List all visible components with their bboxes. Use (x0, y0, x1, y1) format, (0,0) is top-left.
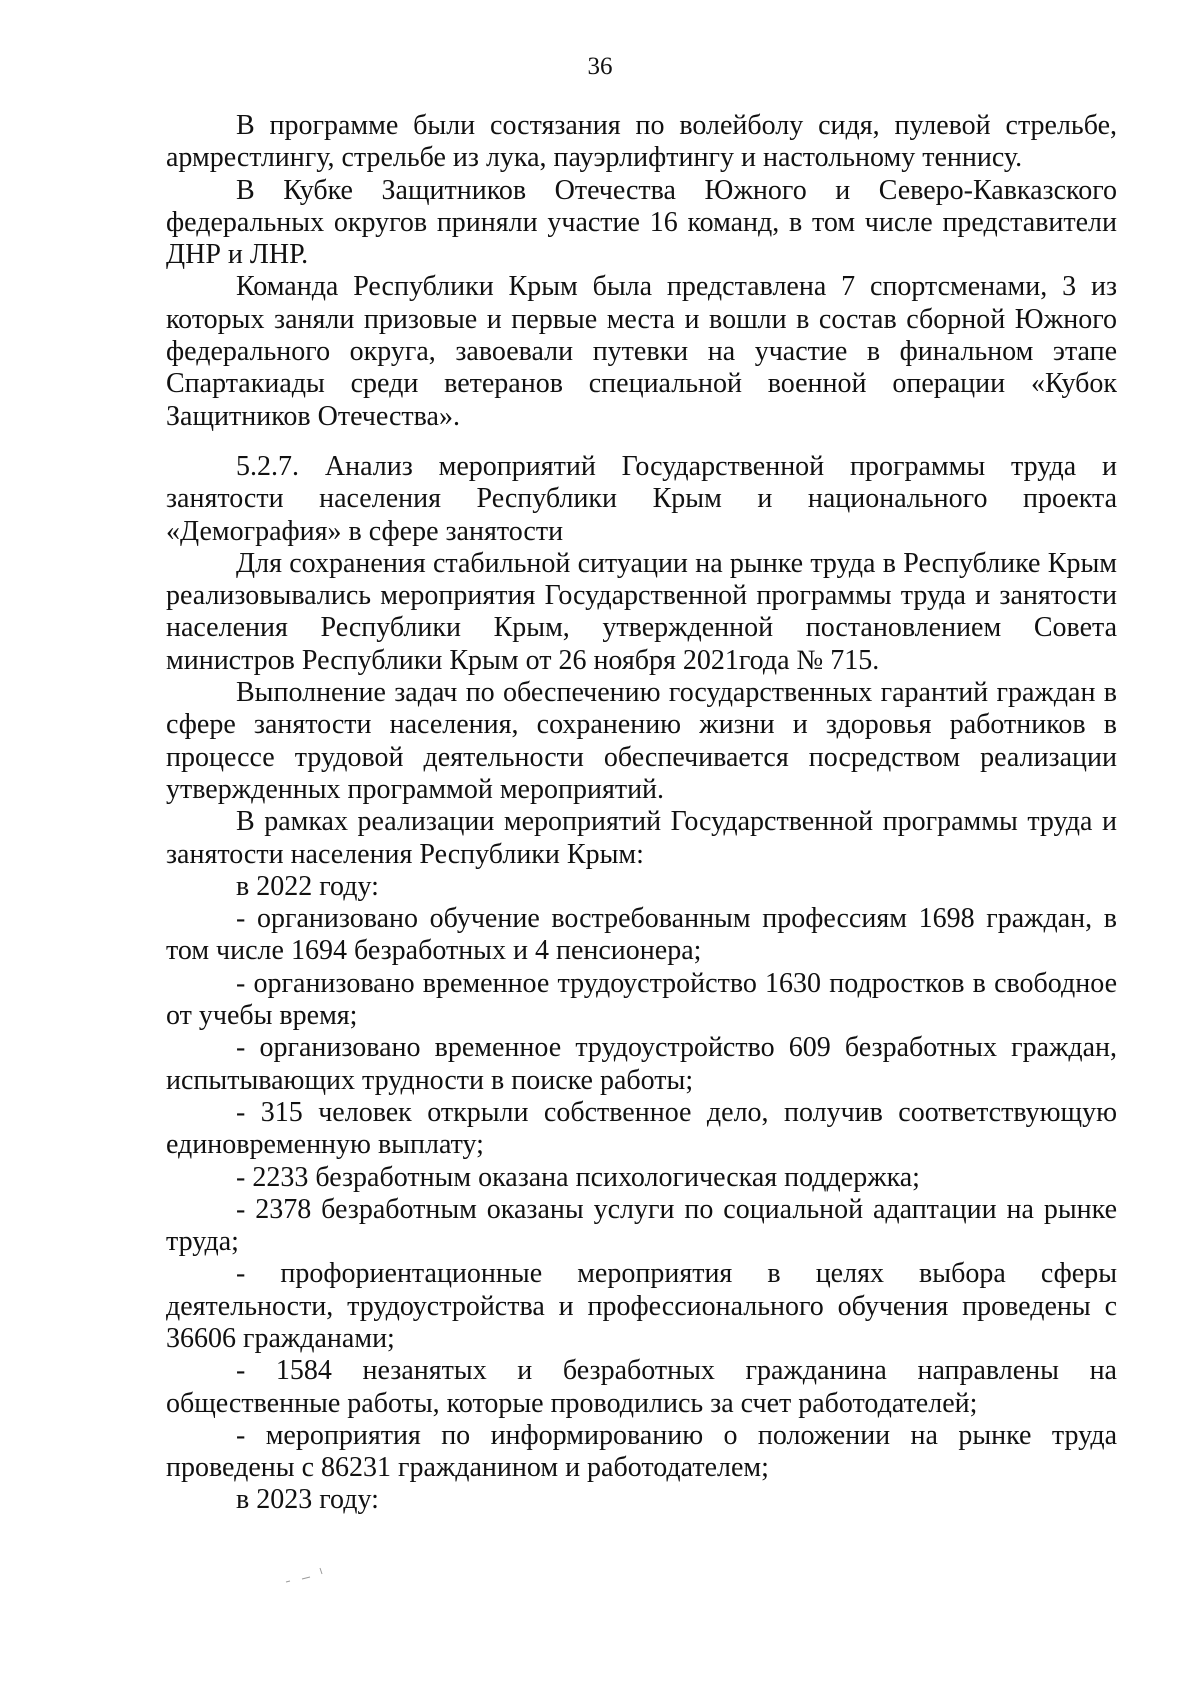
year-heading-2023: в 2023 году: (236, 1484, 379, 1516)
list-item-psychological-support: - 2233 безработным оказана психологическая поддержка; (236, 1161, 920, 1193)
scan-specks (282, 1560, 342, 1586)
paragraph-crimea-team: Команда Республики Крым была представлена 7 спортсменами, 3 из которых заняли призовые и первые места и вошли в состав сборной Южного федерального округа, завоевали путевки на участие в финальном этапе Спартакиады среди ветеранов специальной военной операции «Кубок Защитников Отечества». (166, 271, 1117, 432)
paragraph-program-framework: В рамках реализации мероприятий Государственной программы труда и занятости населения Республики Крым: (166, 806, 1117, 870)
paragraph-labor-market-stability: Для сохранения стабильной ситуации на рынке труда в Республике Крым реализовывались мероприятия Государственной программы труда и занятости населения Республики Крым, утвержденной постановлением Совета министров Республики Крым от 26 ноября 2021года № 715. (166, 547, 1117, 676)
section-heading-5-2-7: 5.2.7. Анализ мероприятий Государственной программы труда и занятости населения Республики Крым и национального проекта «Демография» в сфере занятости (166, 450, 1117, 547)
list-item-public-works: - 1584 незанятых и безработных гражданина направлены на общественные работы, которые проводились за счет работодателей; (166, 1355, 1117, 1419)
paragraph-defenders-cup: В Кубке Защитников Отечества Южного и Северо-Кавказского федеральных округов приняли участие 16 команд, в том числе представители ДНР и ЛНР. (166, 174, 1117, 271)
list-item-teen-employment: - организовано временное трудоустройство 1630 подростков в свободное от учебы время; (166, 967, 1117, 1032)
list-item-training: - организовано обучение востребованным профессиям 1698 граждан, в том числе 1694 безработных и 4 пенсионера; (166, 903, 1117, 967)
list-item-own-business: - 315 человек открыли собственное дело, получив соответствующую единовременную выплату; (166, 1096, 1117, 1161)
year-heading-2022: в 2022 году: (236, 870, 379, 902)
list-item-career-guidance: - профориентационные мероприятия в целях выбора сферы деятельности, трудоустройства и профессионального обучения проведены с 36606 гражданами; (166, 1258, 1117, 1354)
list-item-temporary-employment: - организовано временное трудоустройство 609 безработных граждан, испытывающих трудности в поиске работы; (166, 1032, 1117, 1096)
paragraph-state-guarantees: Выполнение задач по обеспечению государственных гарантий граждан в сфере занятости населения, сохранению жизни и здоровья работников в процессе трудовой деятельности обеспечивается посредством реализации утвержденных программой мероприятий. (166, 677, 1117, 805)
list-item-informing: - мероприятия по информированию о положении на рынке труда проведены с 86231 гражданином и работодателем; (166, 1419, 1117, 1484)
paragraph-program-competitions: В программе были состязания по волейболу сидя, пулевой стрельбе, армрестлингу, стрельбе из лука, пауэрлифтингу и настольному теннису. (166, 110, 1117, 174)
list-item-social-adaptation: - 2378 безработным оказаны услуги по социальной адаптации на рынке труда; (166, 1193, 1117, 1258)
document-body (166, 110, 1117, 1517)
page-number: 36 (587, 53, 613, 80)
